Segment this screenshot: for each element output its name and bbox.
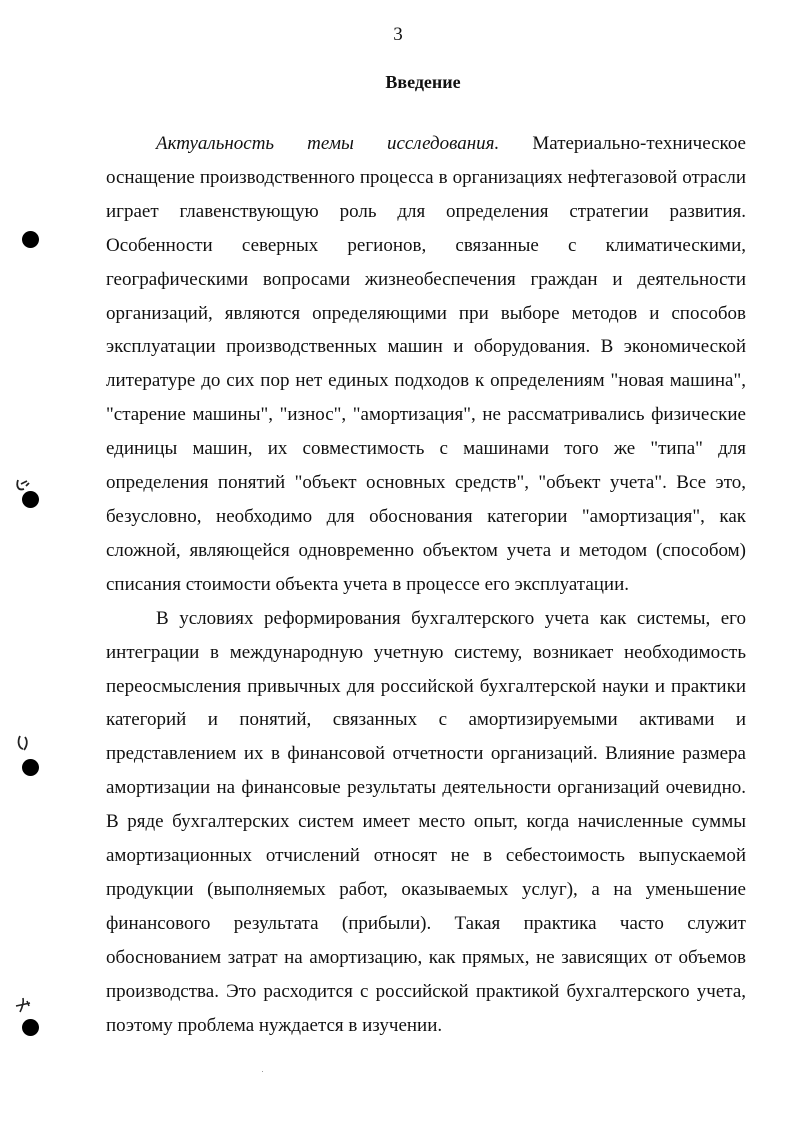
paragraph-1-text: Материально-техническое оснащение производственного процесса в организациях нефтегазовой отрасли играет главенствующую роль для определения стратегии развития. Особенности северных регионов, связанные с климатическими, географическими вопросами жизнеобеспечения граждан и деятельности организаций, являются определяющими при выборе методов и способов эксплуатации производственных машин и оборудования. В экономической литературе до сих пор нет единых подходов к определениям "новая машина", "старение машины", "износ", "амортизация", не рассматривались физические единицы машин, их совместимость с машинами того же "типа" для определения понятий "объект основных средств", "объект учета". Все это, безусловно, необходимо для обоснования категории "амортизация", как сложной, являющейся одновременно объектом учета и методом (способом) списания стоимости объекта учета в процессе его эксплуатации. — [106, 133, 746, 595]
page-number: 3 — [393, 24, 403, 45]
binding-hole-icon — [22, 1019, 39, 1036]
paragraph-1-lead: Актуальность темы исследования. — [156, 133, 500, 154]
paragraph-1 — [106, 127, 746, 602]
binding-hole-icon — [22, 231, 39, 248]
handwritten-mark-icon — [12, 476, 38, 500]
body-text — [106, 127, 746, 1042]
binding-hole-icon — [22, 759, 39, 776]
paragraph-2 — [106, 602, 746, 1043]
scan-speck — [262, 1071, 263, 1072]
handwritten-mark-icon — [12, 994, 38, 1018]
section-heading: Введение — [385, 72, 461, 92]
paragraph-2-text: В условиях реформирования бухгалтерского учета как системы, его интеграции в международную учетную систему, возникает необходимость переосмысления привычных для российской бухгалтерской науки и практики категорий и понятий, связанных с амортизируемыми активами и представлением их в финансовой отчетности организаций. Влияние размера амортизации на финансовые результаты деятельности организаций очевидно. В ряде бухгалтерских систем имеет место опыт, когда начисленные суммы амортизационных отчислений относят не в себестоимость выпускаемой продукции (выполняемых работ, оказываемых услуг), а на уменьшение финансового результата (прибыли). Такая практика часто служит обоснованием затрат на амортизацию, как прямых, не зависящих от объемов производства. Это расходится с российской практикой бухгалтерского учета, поэтому проблема нуждается в изучении. — [106, 607, 746, 1036]
handwritten-mark-icon — [12, 732, 38, 756]
